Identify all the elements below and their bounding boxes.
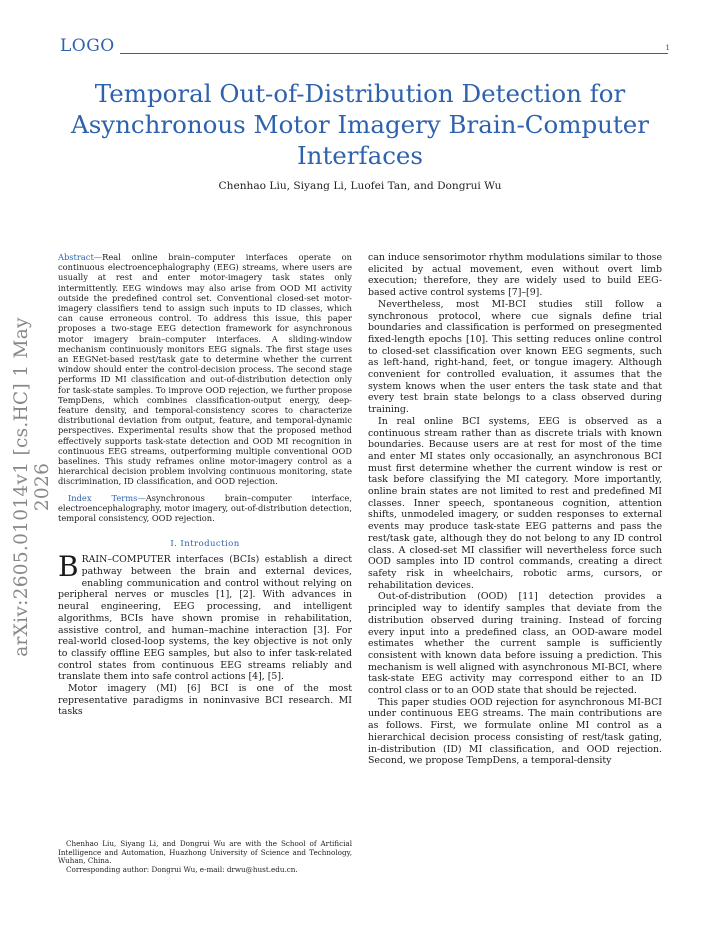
section-heading-introduction: I. Introduction (170, 539, 240, 550)
drop-cap: B (58, 550, 79, 584)
right-paragraph-5: This paper studies OOD rejection for asynchronous MI-BCI under continuous EEG streams. The main contributions are as follows. First, we formulate online MI control as a hierarchical decision process consisting of rest/task gating, in-distribution (ID) MI classification, and OOD rejection. Second, we propose TempDens, a temporal-density (368, 696, 662, 767)
header-rule (120, 53, 668, 54)
journal-logo: LOGO (60, 36, 115, 56)
index-terms-dash: — (137, 492, 146, 503)
right-paragraph-2: Nevertheless, most MI-BCI studies still follow a synchronous protocol, where cue signals define trial boundaries and classification is performed on presegmented fixed-length epochs [10]. This setting reduces online control to closed-set classification over known EEG segments, such as left-hand, right-hand, feet, or tongue imagery. Although convenient for controlled evaluation, it assumes that the system knows when the user enters the task state and that every test brain state belongs to a class observed during training. (368, 298, 662, 416)
footnote-corresponding: Corresponding author: Dongrui Wu, e-mail: drwu@hust.edu.cn. (66, 865, 298, 875)
left-column (58, 252, 352, 718)
abstract (58, 252, 352, 487)
index-terms-label: Index Terms (68, 492, 138, 503)
right-column (368, 252, 662, 767)
footnote (58, 840, 352, 875)
abstract-label: Abstract (58, 252, 94, 262)
arxiv-stamp: arXiv:2605.01014v1 [cs.HC] 1 May 2026 (11, 317, 53, 657)
index-terms-text: Asynchronous brain–computer interface, electroencephalography, motor imagery, out-of-distribution detection, temporal consistency, OOD rejection. (58, 492, 352, 524)
paper-title: Temporal Out-of-Distribution Detection for Asynchronous Motor Imagery Brain-Computer Interfaces (71, 79, 649, 170)
abstract-dash: — (93, 252, 103, 262)
intro-paragraph-1-text: RAIN–COMPUTER interfaces (BCIs) establish a direct pathway between the brain and external devices, enabling communication and control without relying on peripheral nerves or muscles [1], [2]. With advances in neural engineering, EEG processing, and intelligent algorithms, BCIs have shown promise in rehabilitation, assistive control, and human–machine interaction [3]. For real-world closed-loop systems, the key objective is not only to classify offline EEG samples, but also to infer task-related control states from continuous EEG streams reliably and translate them into safe control actions [4], [5]. (58, 554, 352, 683)
intro-paragraph-1 (58, 550, 352, 683)
footnote-affiliation: Chenhao Liu, Siyang Li, and Dongrui Wu are with the School of Artificial Intelligence and Automation, Huazhong University of Science and Technology, Wuhan, China. (58, 839, 352, 866)
intro-paragraph-2: Motor imagery (MI) [6] BCI is one of the most representative paradigms in noninvasive BCI research. MI tasks (58, 683, 352, 718)
page-number: 1 (665, 44, 670, 52)
right-paragraph-1: can induce sensorimotor rhythm modulations similar to those elicited by actual movement, even without overt limb execution; therefore, they are widely used to build EEG-based active control systems [7]–[9]. (368, 252, 662, 299)
index-terms (58, 493, 352, 524)
author-list: Chenhao Liu, Siyang Li, Luofei Tan, and Dongrui Wu (218, 180, 502, 192)
right-paragraph-4: Out-of-distribution (OOD) [11] detection provides a principled way to identify samples that deviate from the distribution observed during training. Instead of forcing every input into a predefined class, an OOD-aware model estimates whether the current sample is sufficiently consistent with known data before issuing a prediction. This mechanism is well aligned with asynchronous MI-BCI, where task-state EEG activity may correspond either to an ID control class or to an OOD state that should be rejected. (368, 591, 662, 697)
right-paragraph-3: In real online BCI systems, EEG is observed as a continuous stream rather than as discrete trials with known boundaries. Because users are at rest for most of the time and enter MI states only occasionally, an asynchronous BCI must first determine whether the current window is rest or task before classifying the MI category. More importantly, online brain states are not limited to rest and predefined MI classes. Inner speech, spontaneous cognition, attention shifts, unmodeled imagery, or sudden responses to external events may produce task-state EEG patterns and pass the rest/task gate, although they do not belong to any ID control class. A closed-set MI classifier will nevertheless force such OOD samples into ID control commands, creating a direct safety risk in wheelchairs, robotic arms, cursors, or rehabilitation devices. (368, 415, 662, 591)
abstract-text: Real online brain–computer interfaces operate on continuous electroencephalography (EEG) streams, where users are usually at rest and enter motor-imagery task states only intermittently. EEG windows may also arise from OOD MI activity outside the predefined control set. Conventional closed-set motor-imagery classifiers tend to assign such inputs to ID classes, which can cause erroneous control. To address this issue, this paper proposes a two-stage EEG detection framework for asynchronous motor imagery brain–computer interfaces. A sliding-window mechanism continuously monitors EEG signals. The first stage uses an EEGNet-based rest/task gate to determine whether the current window should enter the control-decision process. The second stage performs ID MI classification and out-of-distribution detection only for task-state samples. To improve OOD rejection, we further propose TempDens, which combines classification-output energy, deep-feature density, and temporal-consistency scores to characterize distributional deviation from output, feature, and temporal-dynamic perspectives. Experimental results show that the proposed method effectively supports task-state detection and OOD MI recognition in continuous EEG streams, outperforming multiple conventional OOD baselines. This study reframes online motor-imagery control as a hierarchical decision problem involving continuous monitoring, state discrimination, ID classification, and OOD rejection. (58, 252, 352, 487)
